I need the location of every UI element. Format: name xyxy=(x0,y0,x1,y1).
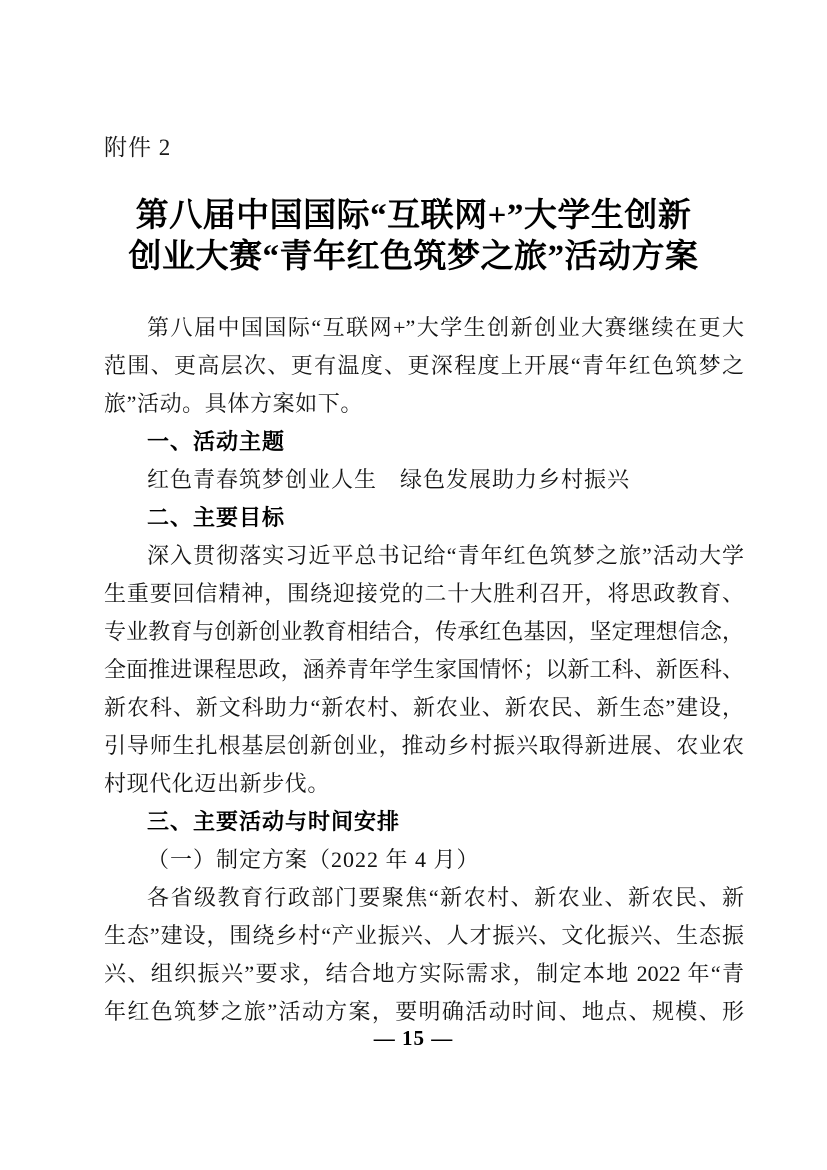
text-line: 村现代化迈出新步伐。 xyxy=(104,771,331,796)
text-line: 新农科、新文科助力“新农村、新农业、新农民、新生态”建设， xyxy=(104,695,744,720)
activity-theme-slogan xyxy=(104,461,744,499)
text-line: 兴、组织振兴”要求，结合地方实际需求，制定本地 2022 年“青 xyxy=(104,961,744,986)
text-line: 深入贯彻落实习近平总书记给“青年红色筑梦之旅”活动大学 xyxy=(147,543,744,568)
document-title-line-1: 第八届中国国际“互联网+”大学生创新 xyxy=(135,198,692,234)
attachment-label: 附件 2 xyxy=(104,135,172,160)
subsection-heading-1 xyxy=(104,841,744,879)
page-number: — 15 — xyxy=(373,1026,454,1050)
text-line: 年红色筑梦之旅”活动方案，要明确活动时间、地点、规模、形 xyxy=(104,999,744,1024)
section-heading-1 xyxy=(104,423,744,461)
text-line: 红色青春筑梦创业人生 绿色发展助力乡村振兴 xyxy=(147,467,631,492)
section-heading-2 xyxy=(104,499,744,537)
text-line: 二、主要目标 xyxy=(147,505,286,530)
text-line: 全面推进课程思政，涵养青年学生家国情怀；以新工科、新医科、 xyxy=(104,657,744,682)
text-line: 范围、更高层次、更有温度、更深程度上开展“青年红色筑梦之 xyxy=(104,353,744,378)
text-line: （一）制定方案（2022 年 4 月） xyxy=(147,847,480,872)
text-line: 旅”活动。具体方案如下。 xyxy=(104,391,363,416)
document-body xyxy=(104,309,744,1031)
text-line: 生重要回信精神，围绕迎接党的二十大胜利召开，将思政教育、 xyxy=(104,581,744,606)
text-line: 三、主要活动与时间安排 xyxy=(147,809,401,834)
intro-paragraph xyxy=(104,309,744,423)
document-title-line-2: 创业大赛“青年红色筑梦之旅”活动方案 xyxy=(128,239,699,275)
text-line: 各省级教育行政部门要聚焦“新农村、新农业、新农民、新 xyxy=(147,885,744,910)
text-line: 专业教育与创新创业教育相结合，传承红色基因，坚定理想信念， xyxy=(104,619,744,644)
text-line: 引导师生扎根基层创新创业，推动乡村振兴取得新进展、农业农 xyxy=(104,733,744,758)
text-line: 一、活动主题 xyxy=(147,429,286,454)
plan-making-paragraph xyxy=(104,879,744,1031)
main-goals-paragraph xyxy=(104,537,744,803)
document-title xyxy=(0,196,827,278)
text-line: 第八届中国国际“互联网+”大学生创新创业大赛继续在更大 xyxy=(147,315,744,340)
section-heading-3 xyxy=(104,803,744,841)
text-line: 生态”建设，围绕乡村“产业振兴、人才振兴、文化振兴、生态振 xyxy=(104,923,744,948)
